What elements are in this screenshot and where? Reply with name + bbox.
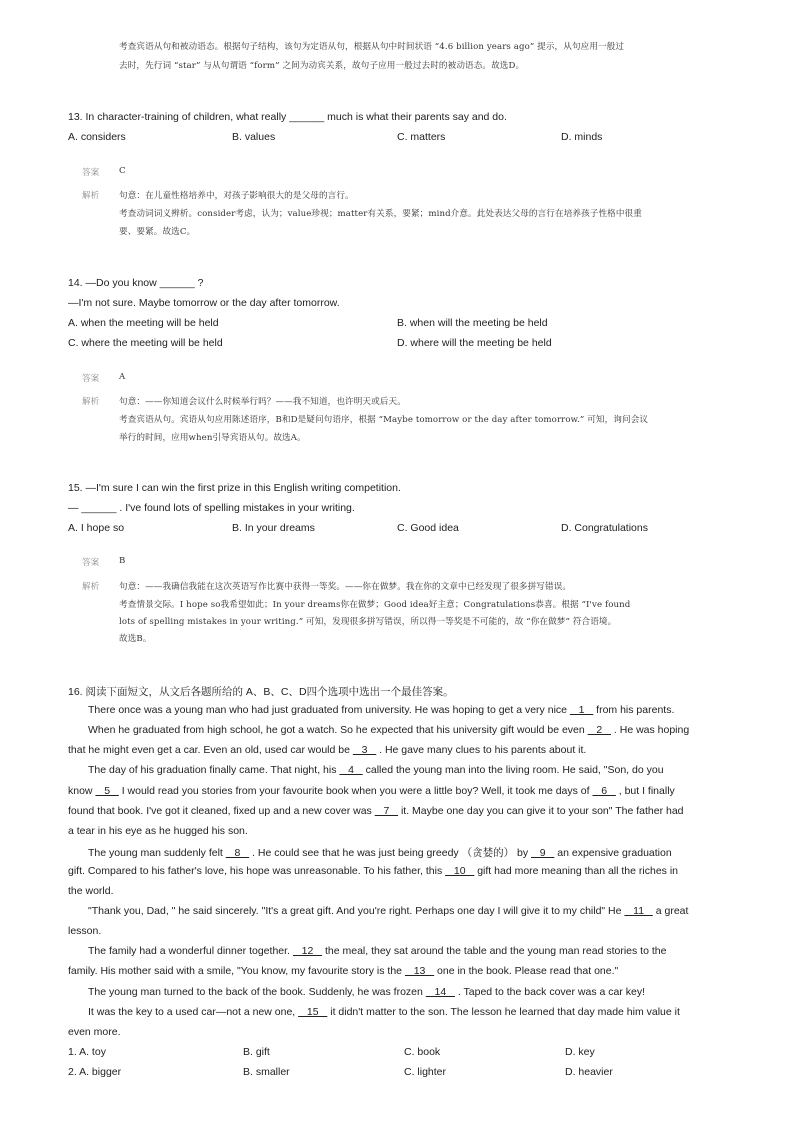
passage-line [68, 865, 678, 877]
blank-number: 4 [339, 764, 363, 776]
q14-option-a: A. when the meeting will be held [68, 317, 219, 329]
q15-option-c: C. Good idea [397, 522, 459, 534]
q13-option-c: C. matters [397, 131, 446, 143]
choice-option: B. smaller [243, 1066, 290, 1078]
q14-answer: A [119, 372, 126, 382]
passage-line [88, 845, 672, 860]
q14-analysis-line-2: 考查宾语从句。宾语从句应用陈述语序，B和D是疑问句语序，根据 “Maybe tomorrow or the day after tomorrow.” 可知，询问会议 [119, 415, 649, 425]
q15-analysis-line-2: 考查情景交际。I hope so我希望如此；In your dreams你在做梦；Good idea好主意；Congratulations恭喜。根据 “I've found [119, 600, 631, 610]
q13-option-a: A. considers [68, 131, 126, 143]
passage-line [68, 885, 114, 897]
q15-analysis-label: 解析 [82, 582, 100, 592]
passage-text: gift. Compared to his father's love, his hope was unreasonable. To his father, this [68, 865, 446, 877]
passage-text: lesson. [68, 925, 102, 937]
choice-option: 1. A. toy [68, 1046, 106, 1058]
blank-number: 7 [374, 805, 399, 817]
q13-analysis-line-3: 要、要紧。故选C。 [119, 227, 196, 237]
passage-line [68, 805, 684, 817]
blank-number: 3 [352, 744, 377, 756]
passage-line [88, 986, 645, 998]
blank-number: 6 [592, 785, 616, 797]
q12-analysis-line-1: 考查宾语从句和被动语态。根据句子结构，该句为定语从句，根据从句中时间状语 “4.6 billion years ago” 提示，从句应用一般过 [119, 42, 625, 52]
blank-number: 13 [404, 965, 435, 977]
q15-analysis-line-4: 故选B。 [119, 634, 152, 644]
passage-text: even more. [68, 1026, 121, 1038]
passage-line [88, 704, 674, 716]
passage-line [88, 724, 689, 736]
passage-text: called the young man into the living room. He said, "Son, do you [362, 764, 664, 776]
passage-line [88, 945, 666, 957]
q13-analysis-line-2: 考查动词词义辨析。consider考虑，认为；value珍视；matter有关系，要紧；mind介意。此处表达父母的言行在培养孩子性格中很重 [119, 209, 642, 219]
q14-analysis-line-3: 举行的时间，应用when引导宾语从句。故选A。 [119, 433, 306, 443]
choice-option: C. lighter [404, 1066, 447, 1078]
q14-line-1: 14. —Do you know ______ ? [68, 277, 204, 289]
passage-text: from his parents. [593, 704, 675, 716]
passage-text: It was the key to a used car—not a new one, [88, 1006, 299, 1018]
blank-number: 10 [445, 865, 475, 877]
passage-text: it didn't matter to the son. The lesson he learned that day made him value it [327, 1006, 680, 1018]
passage-text: . He could see that he was just being greedy （贪婪的） by [249, 847, 531, 859]
q14-option-b: B. when will the meeting be held [397, 317, 548, 329]
passage-text: family. His mother said with a smile, "You know, my favourite story is the [68, 965, 405, 977]
q15-analysis-line-1: 句意：——我确信我能在这次英语写作比赛中获得一等奖。——你在做梦。我在你的文章中已经发现了很多拼写错误。 [119, 582, 572, 592]
passage-text: "Thank you, Dad, " he said sincerely. "It's a great gift. And you're right. Perhaps one day I will give it to my child" He [88, 905, 625, 917]
passage-line [68, 965, 618, 977]
choice-option: D. heavier [565, 1066, 613, 1078]
blank-number: 14 [425, 986, 455, 998]
q15-option-d: D. Congratulations [561, 522, 648, 534]
blank-number: 11 [624, 905, 653, 917]
passage-text: that he might even get a car. Even an old, used car would be [68, 744, 353, 756]
passage-text: know [68, 785, 96, 797]
passage-line [68, 1026, 121, 1038]
passage-text: I would read you stories from your favourite book when you were a little boy? Well, it took me days of [118, 785, 593, 797]
passage-text: it. Maybe one day you can give it to your son" The father had [398, 805, 684, 817]
choice-option: B. gift [243, 1046, 270, 1058]
q15-answer-label: 答案 [82, 558, 100, 568]
choice-option: 2. A. bigger [68, 1066, 122, 1078]
passage-text: The young man suddenly felt [88, 847, 226, 859]
blank-number: 5 [95, 785, 119, 797]
passage-text: found that book. I've got it cleaned, fixed up and a new cover was [68, 805, 375, 817]
passage-line [88, 905, 688, 917]
passage-text: the meal, they sat around the table and the young man read stories to the [322, 945, 667, 957]
q15-line-1: 15. —I'm sure I can win the first prize in this English writing competition. [68, 482, 401, 494]
q12-analysis-line-2: 去时，先行词 “star” 与从句谓语 “form” 之间为动宾关系，故句子应用一般过去时的被动语态。故选D。 [119, 61, 525, 71]
passage-text: The day of his graduation finally came. That night, his [88, 764, 340, 776]
passage-text: The family had a wonderful dinner together. [88, 945, 293, 957]
choice-option: C. book [404, 1046, 441, 1058]
q15-line-2: — ______ . I've found lots of spelling mistakes in your writing. [68, 502, 355, 514]
blank-number: 12 [292, 945, 323, 957]
q14-option-d: D. where will the meeting be held [397, 337, 552, 349]
passage-line [68, 825, 248, 837]
passage-line [88, 764, 664, 776]
q14-answer-label: 答案 [82, 374, 100, 384]
q15-analysis-line-3: lots of spelling mistakes in your writing.” 可知，发现很多拼写错误，所以得一等奖是不可能的，故 “你在做梦” 符合语境。 [119, 617, 617, 627]
q15-option-b: B. In your dreams [232, 522, 315, 534]
q13-option-d: D. minds [561, 131, 603, 143]
passage-text: gift had more meaning than all the riches in [474, 865, 678, 877]
q13-stem: 13. In character-training of children, what really ______ much is what their parents say and do. [68, 111, 507, 123]
passage-text: There once was a young man who had just graduated from university. He was hoping to get a very nice [88, 704, 570, 716]
q13-answer: C [119, 166, 126, 176]
q16-heading: 16. 阅读下面短文，从文后各题所给的 A、B、C、D四个选项中选出一个最佳答案。 [68, 686, 454, 698]
q13-analysis-label: 解析 [82, 191, 100, 201]
passage-text: one in the book. Please read that one." [434, 965, 619, 977]
passage-line [68, 744, 586, 756]
q14-analysis-line-1: 句意：——你知道会议什么时候举行吗？——我不知道，也许明天或后天。 [119, 397, 406, 407]
passage-line [68, 925, 101, 937]
blank-number: 15 [298, 1006, 328, 1018]
passage-text: . He was hoping [610, 724, 690, 736]
q13-option-b: B. values [232, 131, 276, 143]
blank-number: 8 [225, 847, 250, 859]
blank-number: 1 [569, 704, 594, 716]
passage-text: , but I finally [615, 785, 675, 797]
passage-text: . He gave many clues to his parents about it. [376, 744, 587, 756]
q13-answer-label: 答案 [82, 168, 100, 178]
passage-line [68, 785, 675, 797]
passage-text: . Taped to the back cover was a car key! [454, 986, 646, 998]
passage-text: The young man turned to the back of the book. Suddenly, he was frozen [88, 986, 426, 998]
q15-answer: B [119, 556, 126, 566]
choice-option: D. key [565, 1046, 595, 1058]
passage-text: the world. [68, 885, 114, 897]
q14-line-2: —I'm not sure. Maybe tomorrow or the day after tomorrow. [68, 297, 340, 309]
blank-number: 2 [587, 724, 611, 736]
passage-text: an expensive graduation [554, 847, 672, 859]
blank-number: 9 [531, 847, 555, 859]
passage-text: a great [652, 905, 689, 917]
passage-text: When he graduated from high school, he got a watch. So he expected that his university gift would be even [88, 724, 588, 736]
q13-analysis-line-1: 句意：在儿童性格培养中，对孩子影响很大的是父母的言行。 [119, 191, 354, 201]
passage-line [88, 1006, 680, 1018]
q14-analysis-label: 解析 [82, 397, 100, 407]
q14-option-c: C. where the meeting will be held [68, 337, 223, 349]
q15-option-a: A. I hope so [68, 522, 125, 534]
passage-text: a tear in his eye as he hugged his son. [68, 825, 248, 837]
